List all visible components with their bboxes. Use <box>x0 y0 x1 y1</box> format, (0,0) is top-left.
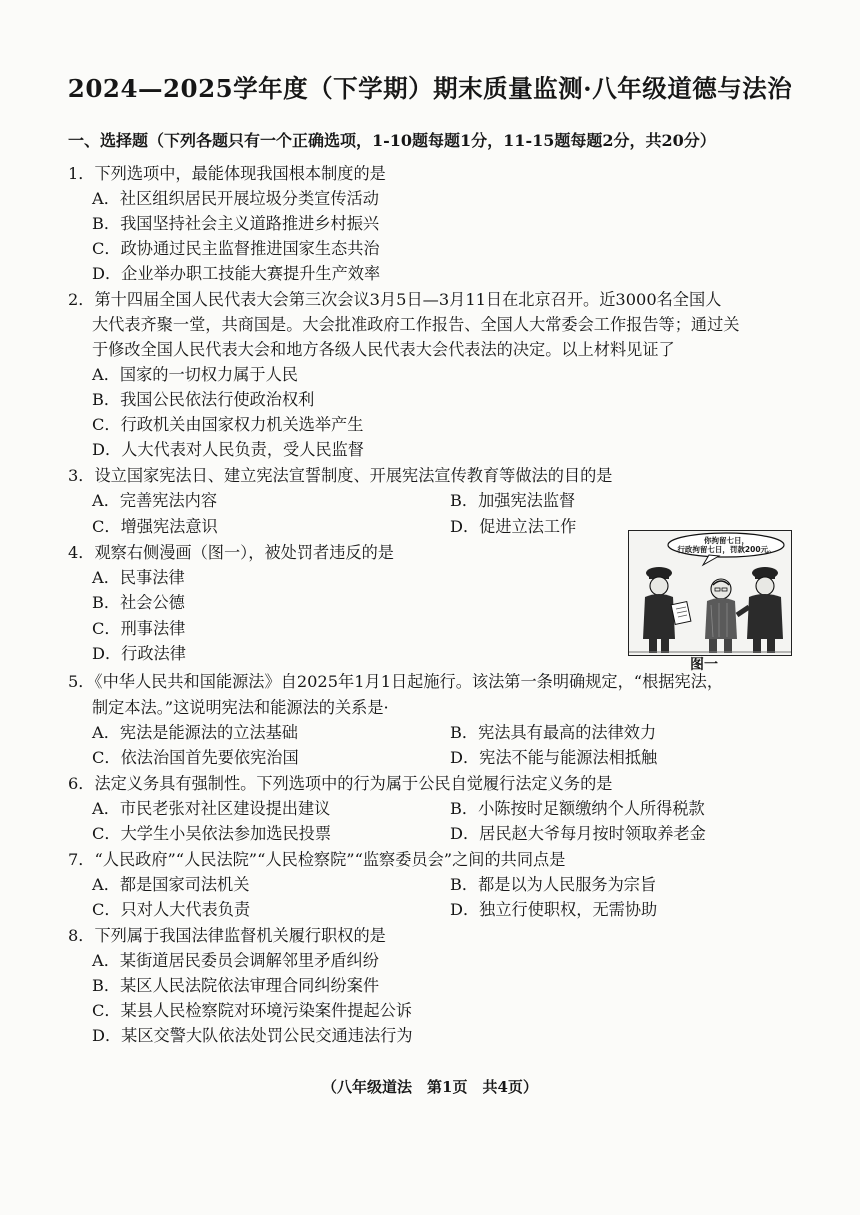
question-1-option-b: B．我国坚持社会主义道路推进乡村振兴 <box>92 214 380 233</box>
question-1-option-d: D．企业举办职工技能大赛提升生产效率 <box>92 264 381 283</box>
question-7-option-a: A．都是国家司法机关 <box>92 875 250 894</box>
question-3-option-a: A．完善宪法内容 <box>92 491 218 510</box>
page-footer: （八年级道法 第1页 共4页） <box>322 1078 538 1096</box>
question-2-option-c: C．行政机关由国家权力机关选举产生 <box>92 415 364 434</box>
question-2-option-d: D．人大代表对人民负责，受人民监督 <box>92 440 364 459</box>
question-8-option-d: D．某区交警大队依法处罚公民交通违法行为 <box>92 1026 413 1045</box>
question-4-option-a: A．民事法律 <box>92 568 185 587</box>
question-4-option-c: C．刑事法律 <box>92 619 186 638</box>
cartoon-figure <box>628 530 792 656</box>
question-5-option-d: D．宪法不能与能源法相抵触 <box>450 748 658 767</box>
question-1-stem: 1．下列选项中，最能体现我国根本制度的是 <box>68 164 386 183</box>
question-1-option-c: C．政协通过民主监督推进国家生态共治 <box>92 239 380 258</box>
question-2-stem-line-1: 2．第十四届全国人民代表大会第三次会议3月5日—3月11日在北京召开。近3000名全国人 <box>68 290 722 309</box>
question-1-option-a: A．社区组织居民开展垃圾分类宣传活动 <box>92 189 379 208</box>
question-7-option-b: B．都是以为人民服务为宗旨 <box>450 875 657 894</box>
question-8-stem: 8．下列属于我国法律监督机关履行职权的是 <box>68 926 386 945</box>
cartoon-speech-line-1: 你拘留七日， <box>704 536 749 545</box>
question-3-stem: 3．设立国家宪法日、建立宪法宣誓制度、开展宪法宣传教育等做法的目的是 <box>68 466 613 485</box>
question-6-stem: 6．法定义务具有强制性。下列选项中的行为属于公民自觉履行法定义务的是 <box>68 774 613 793</box>
question-8-option-c: C．某县人民检察院对环境污染案件提起公诉 <box>92 1001 412 1020</box>
question-4-option-d: D．行政法律 <box>92 644 186 663</box>
question-6-option-a: A．市民老张对社区建设提出建议 <box>92 799 331 818</box>
question-5-stem-line-2: 制定本法。”这说明宪法和能源法的关系是· <box>92 698 389 717</box>
question-2-stem-line-2: 大代表齐聚一堂，共商国是。大会批准政府工作报告、全国人大常委会工作报告等；通过关 <box>92 315 740 334</box>
question-3-option-c: C．增强宪法意识 <box>92 517 218 536</box>
question-3-option-b: B．加强宪法监督 <box>450 491 576 510</box>
section-heading: 一、选择题（下列各题只有一个正确选项，1-10题每题1分，11-15题每题2分，共20分） <box>68 131 716 150</box>
question-4-stem: 4．观察右侧漫画（图一），被处罚者违反的是 <box>68 543 394 562</box>
question-8-option-b: B．某区人民法院依法审理合同纠纷案件 <box>92 976 380 995</box>
page-title: 2024—2025学年度（下学期）期末质量监测·八年级道德与法治 <box>67 74 793 103</box>
question-5-option-a: A．宪法是能源法的立法基础 <box>92 723 298 742</box>
cartoon-speech-line-2: 行政拘留七日，罚款200元。 <box>677 545 776 554</box>
question-7-stem: 7．“人民政府”“人民法院”“人民检察院”“监察委员会”之间的共同点是 <box>68 850 566 869</box>
figure-caption: 图一 <box>690 657 718 673</box>
question-2-option-a: A．国家的一切权力属于人民 <box>92 365 298 384</box>
question-3-option-d: D．促进立法工作 <box>450 517 577 536</box>
question-5-option-c: C．依法治国首先要依宪治国 <box>92 748 299 767</box>
question-7-option-c: C．只对人大代表负责 <box>92 900 251 919</box>
question-6-option-c: C．大学生小吴依法参加选民投票 <box>92 824 332 843</box>
question-5-stem-line-1: 5．《中华人民共和国能源法》自2025年1月1日起施行。该法第一条明确规定，“根据宪法， <box>68 672 724 691</box>
question-5-option-b: B．宪法具有最高的法律效力 <box>450 723 657 742</box>
question-6-option-b: B．小陈按时足额缴纳个人所得税款 <box>450 799 705 818</box>
question-4-option-b: B．社会公德 <box>92 593 185 612</box>
question-2-option-b: B．我国公民依法行使政治权利 <box>92 390 315 409</box>
cartoon-speech-bubble <box>669 536 784 554</box>
question-2-stem-line-3: 于修改全国人民代表大会和地方各级人民代表大会代表法的决定。以上材料见证了 <box>92 340 675 359</box>
question-8-option-a: A．某街道居民委员会调解邻里矛盾纠纷 <box>92 951 379 970</box>
question-7-option-d: D．独立行使职权，无需协助 <box>450 900 658 919</box>
question-6-option-d: D．居民赵大爷每月按时领取养老金 <box>450 824 706 843</box>
